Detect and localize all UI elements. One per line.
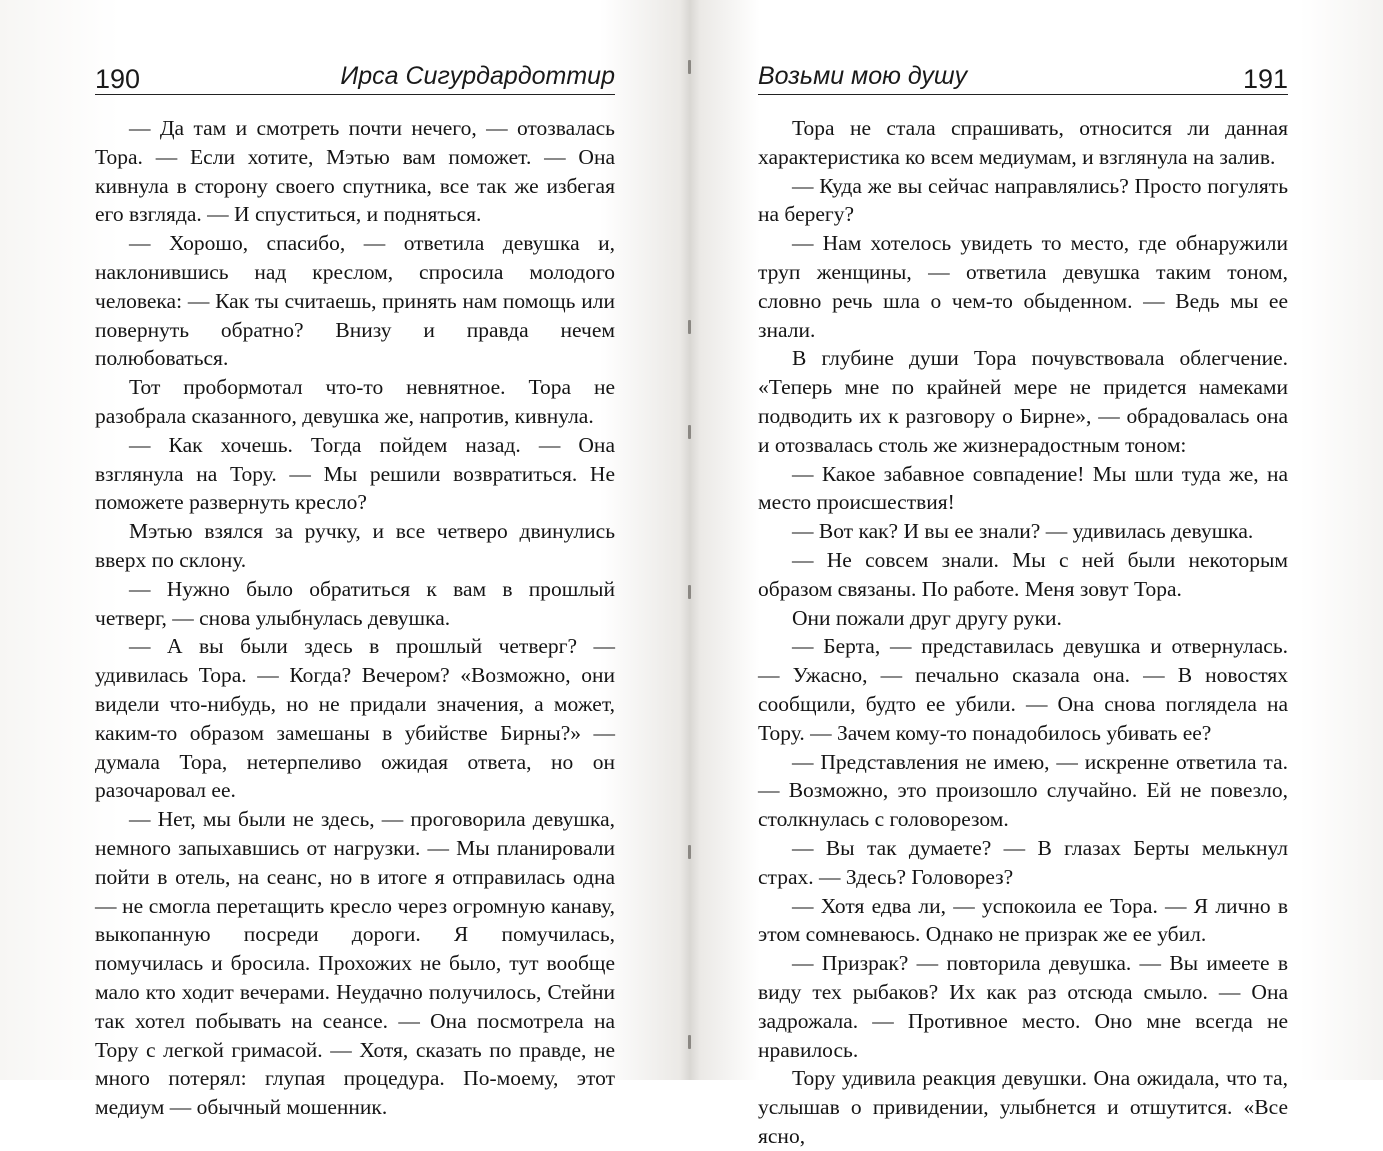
paragraph: — Нужно было обратиться к вам в прошлый четверг, — снова улыбнулась девушка.	[95, 576, 615, 630]
paragraph: — Нет, мы были не здесь, — проговорила девушка, немного запыхавшись от нагрузки. — Мы планировали пойти в отель, на сеанс, но в итоге я отправилась одна — не смогла перетащить кресло через огромную канаву, выкопанную посреди дороги. Я помучилась, помучилась и бросила. Прохожих не было, тут вообще мало кто ходит вечерами. Неудачно получилось, Стейни так хотел побывать на сеансе. — Она посмотрела на Тору с легкой гримасой. — Хотя, сказать по правде, не много потерял: глупая процедура. По-моему, этот медиум — обычный мошенник.	[95, 807, 615, 1120]
right-page-number: 191	[1242, 64, 1288, 94]
binding-stitch	[688, 425, 691, 439]
paragraph: Тот пробормотал что-то невнятное. Тора не разобрала сказанного, девушка же, напротив, кивнула.	[95, 375, 615, 428]
binding-stitch	[688, 60, 691, 74]
paragraph: — Не совсем знали. Мы с ней были некоторым образом связаны. По работе. Меня зовут Тора.	[758, 547, 1288, 601]
paragraph: — Призрак? — повторила девушка. — Вы имеете в виду тех рыбаков? Их как раз отсюда смыло. — Она задрожала. — Противное место. Оно мне всегда не нравилось.	[758, 951, 1288, 1062]
paragraph: — А вы были здесь в прошлый четверг? — удивилась Тора. — Когда? Вечером? «Возможно, они видели что-нибудь, но не придали значения, а может, каким-то образом замешаны в убийстве Бирны?» — думала Тора, нетерпеливо ожидая ответа, но он разочаровал ее.	[95, 634, 615, 803]
right-page-header	[758, 58, 1288, 95]
right-page-body	[758, 114, 1288, 1151]
paragraph: — Хотя едва ли, — успокоила ее Тора. — Я лично в этом сомневаюсь. Однако не призрак же ее убил.	[758, 893, 1288, 947]
paragraph: — Хорошо, спасибо, — ответила девушка и, наклонившись над креслом, спросила молодого человека: — Как ты считаешь, принять нам помощь или повернуть обратно? Внизу и правда нечем полюбоваться.	[95, 231, 615, 371]
paragraph: Они пожали друг другу руки.	[792, 605, 1062, 630]
paragraph: — Какое забавное совпадение! Мы шли туда же, на место происшествия!	[758, 461, 1288, 515]
paragraph: Мэтью взялся за ручку, и все четверо двинулись вверх по склону.	[95, 519, 615, 572]
left-running-title: Ирса Сигурдардоттир	[340, 62, 615, 90]
left-page-body	[95, 114, 615, 1122]
left-page	[0, 0, 690, 1120]
paragraph: — Вы так думаете? — В глазах Берты мелькнул страх. — Здесь? Головорез?	[758, 835, 1288, 889]
paragraph: В глубине души Тора почувствовала облегчение. «Теперь мне по крайней мере не придется намеками подводить их к разговору о Бирне», — обрадовалась она и отозвалась столь же жизнерадостным тоном:	[758, 346, 1288, 457]
paragraph: — Как хочешь. Тогда пойдем назад. — Она взглянула на Тору. — Мы решили возвратиться. Не поможете развернуть кресло?	[95, 432, 615, 515]
paragraph: — Берта, — представилась девушка и отвернулась. — Ужасно, — печально сказала она. — В новостях сообщили, будто ее убили. — Она снова поглядела на Тору. — Зачем кому-то понадобилось убивать ее?	[758, 634, 1288, 745]
paragraph: — Нам хотелось увидеть то место, где обнаружили труп женщины, — ответила девушка таким тоном, словно речь шла о чем-то обыденном. — Ведь мы ее знали.	[758, 231, 1288, 342]
right-running-title: Возьми мою душу	[758, 62, 968, 90]
paragraph: — Куда же вы сейчас направлялись? Просто погулять на берегу?	[758, 173, 1288, 227]
left-page-header	[95, 58, 615, 95]
binding-stitch	[688, 845, 691, 859]
right-page	[690, 0, 1383, 1148]
binding-stitch	[688, 1035, 691, 1049]
paragraph: Тора не стала спрашивать, относится ли данная характеристика ко всем медиумам, и взглянула на залив.	[758, 116, 1288, 169]
paragraph: — Да там и смотреть почти нечего, — отозвалась Тора. — Если хотите, Мэтью вам поможет. — Она кивнула в сторону своего спутника, все так же избегая его взгляда. — И спуститься, и подняться.	[95, 116, 615, 227]
left-page-number: 190	[95, 64, 141, 94]
binding-stitch	[688, 320, 691, 334]
paragraph: — Представления не имею, — искренне ответила та. — Возможно, это произошло случайно. Ей не повезло, столкнулась с головорезом.	[758, 749, 1288, 832]
binding-stitch	[688, 585, 691, 599]
paragraph: Тору удивила реакция девушки. Она ожидала, что та, услышав о привидении, улыбнется и отшутится. «Все ясно,	[758, 1066, 1288, 1148]
paragraph: — Вот как? И вы ее знали? — удивилась девушка.	[792, 519, 1254, 544]
